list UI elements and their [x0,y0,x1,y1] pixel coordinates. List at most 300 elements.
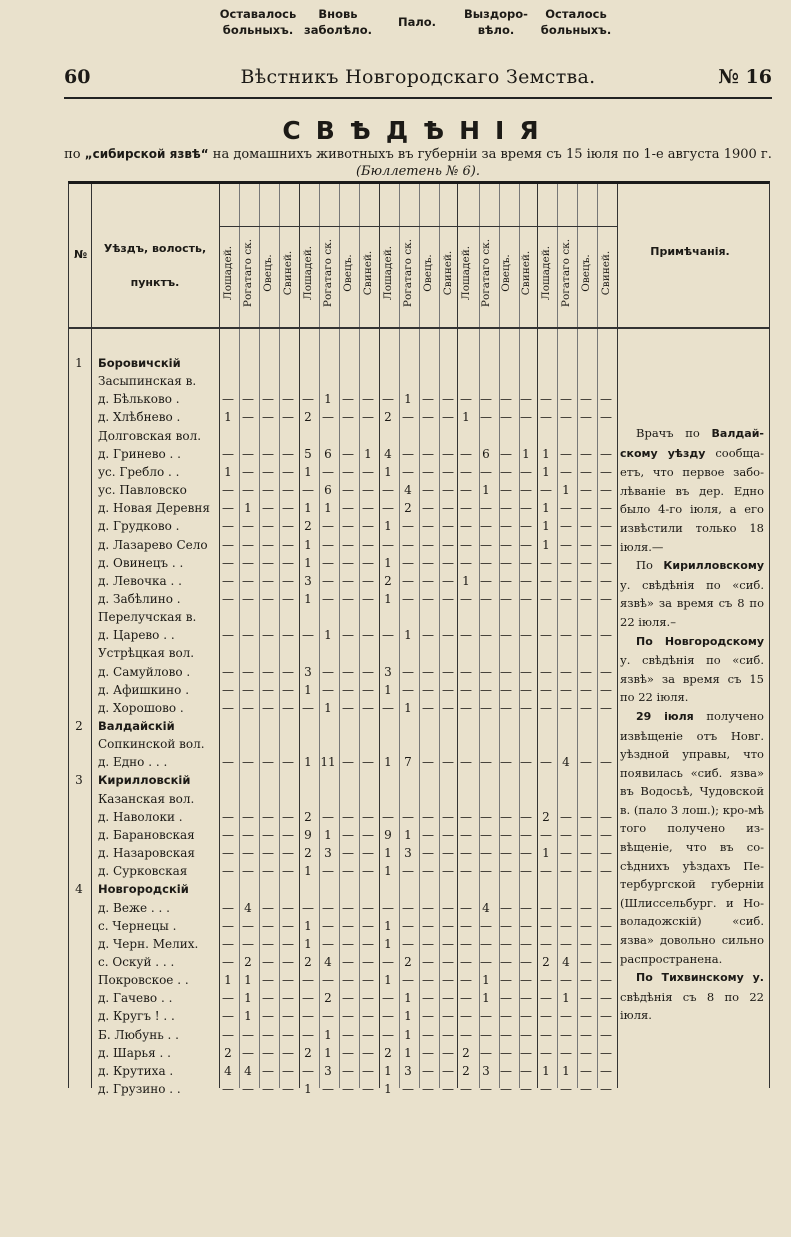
table-cell: — [460,664,472,679]
table-cell: 4 [404,483,412,498]
table-cell: — [362,1045,374,1060]
table-cell: — [442,555,454,570]
table-cell: — [442,446,454,461]
table-cell: — [362,573,374,588]
table-cell: — [322,573,334,588]
table-cell: — [460,464,472,479]
table-cell: 1 [364,446,372,461]
subcolumn-header [378,226,398,320]
table-cell: — [500,555,512,570]
table-row [68,991,616,1010]
table-cell: 1 [462,573,470,588]
table-cell: — [560,846,572,861]
table-cell: — [402,936,414,951]
table-cell: 1 [304,537,312,552]
place-name: д. Левочка . . [98,573,182,588]
table-cell: — [460,682,472,697]
table-cell: — [520,954,532,969]
table-cell: — [222,1027,234,1042]
table-cell: — [520,1027,532,1042]
table-row [68,1064,616,1083]
table-cell: — [402,446,414,461]
table-cell: 4 [244,900,252,915]
table-cell: — [600,755,612,770]
table-cell: — [282,591,294,606]
table-cell: — [262,846,274,861]
table-cell: — [560,501,572,516]
table-cell: — [442,573,454,588]
subcolumn-header [318,226,338,320]
table-cell: — [600,936,612,951]
table-cell: — [222,827,234,842]
table-cell: 1 [482,991,490,1006]
table-cell: — [422,628,434,643]
table-cell: — [222,392,234,407]
place-name: д. Грузино . . [98,1082,181,1096]
table-cell: — [460,446,472,461]
table-cell: — [442,464,454,479]
table-cell: — [362,827,374,842]
table-cell: — [222,537,234,552]
table-cell: — [342,392,354,407]
subcolumn-label: Свиней. [600,250,612,296]
table-cell: 1 [562,1063,570,1078]
table-cell: — [382,900,394,915]
table-cell: — [540,827,552,842]
table-cell: — [342,464,354,479]
table-cell: — [520,918,532,933]
table-cell: — [500,392,512,407]
table-cell: 2 [542,954,550,969]
table-cell: 1 [404,628,412,643]
table-cell: — [600,846,612,861]
table-cell: — [560,936,572,951]
table-cell: — [540,682,552,697]
table-cell: — [282,410,294,425]
table-cell: — [342,501,354,516]
table-cell: — [362,809,374,824]
table-cell: — [442,864,454,879]
table-cell: — [242,519,254,534]
table-cell: — [362,846,374,861]
table-cell: 1 [384,973,392,988]
table-cell: — [382,1027,394,1042]
table-cell: — [222,1082,234,1096]
table-cell: 1 [384,755,392,770]
table-cell: — [480,410,492,425]
table-cell: — [242,1027,254,1042]
place-name: д. Лазарево Село [98,537,208,552]
table-cell: 1 [384,1082,392,1096]
subcolumn-label: Рогатаго ск. [322,238,334,308]
subcolumn-header [516,226,536,320]
table-cell: — [402,918,414,933]
table-cell: — [222,555,234,570]
table-cell: — [302,628,314,643]
table-cell: — [222,991,234,1006]
table-cell: — [600,573,612,588]
table-cell: 1 [542,1063,550,1078]
place-name: д. Сурковская [98,864,188,879]
subcolumn-header [238,226,258,320]
table-cell: 1 [384,918,392,933]
table-cell: — [520,483,532,498]
table-cell: — [520,464,532,479]
table-cell: — [362,537,374,552]
table-cell: — [520,991,532,1006]
table-cell: — [242,1082,254,1096]
table-cell: — [460,1082,472,1096]
table-cell: 3 [384,664,392,679]
place-name: ус. Гребло . . [98,464,180,479]
table-row [68,901,616,920]
table-cell: — [402,555,414,570]
table-cell: — [600,991,612,1006]
table-cell: 1 [324,392,332,407]
table-cell: — [600,628,612,643]
table-row [68,410,616,429]
table-row [68,574,616,593]
table-cell: 1 [224,464,232,479]
table-cell: — [262,392,274,407]
table-cell: — [362,1027,374,1042]
table-row [68,792,616,811]
table-cell: — [342,918,354,933]
table-cell: — [560,519,572,534]
table-cell: 1 [542,846,550,861]
subcolumn-label: Рогатаго ск. [480,238,492,308]
table-cell: 1 [384,591,392,606]
table-cell: 1 [384,846,392,861]
table-cell: — [480,519,492,534]
table-cell: 1 [304,1082,312,1096]
table-cell: — [422,464,434,479]
table-cell: — [402,809,414,824]
group-header-4: Выздоро-вѣло. [464,7,528,37]
table-cell: — [480,1082,492,1096]
table-cell: — [422,1045,434,1060]
table-cell: — [422,1063,434,1078]
table-cell: — [460,501,472,516]
table-cell: — [442,1063,454,1078]
subcolumn-header [596,226,616,320]
table-cell: — [600,1009,612,1024]
table-cell: — [382,700,394,715]
table-row [68,1046,616,1065]
table-cell: — [262,700,274,715]
table-cell: — [322,537,334,552]
table-cell: — [600,591,612,606]
table-cell: — [442,918,454,933]
table-cell: — [362,519,374,534]
table-cell: — [282,682,294,697]
table-cell: — [282,464,294,479]
table-cell: 7 [404,755,412,770]
table-cell: — [500,973,512,988]
table-cell: — [322,936,334,951]
table-cell: — [302,1063,314,1078]
table-cell: — [262,809,274,824]
table-cell: — [560,464,572,479]
table-cell: — [362,1063,374,1078]
table-cell: — [580,864,592,879]
table-cell: — [362,410,374,425]
subcolumn-label: Рогатаго ск. [560,238,572,308]
table-cell: — [500,900,512,915]
table-cell: — [342,991,354,1006]
table-row [68,628,616,647]
table-cell: — [422,1009,434,1024]
table-cell: 1 [542,464,550,479]
table-row [68,356,616,375]
table-cell: — [460,555,472,570]
table-row [68,592,616,611]
table-cell: — [362,464,374,479]
table-cell: — [262,918,274,933]
column-header-number: № [74,248,88,261]
table-cell: — [422,519,434,534]
table-cell: 2 [384,573,392,588]
table-cell: — [560,1045,572,1060]
table-cell: 1 [404,1027,412,1042]
table-cell: — [242,392,254,407]
table-cell: — [480,864,492,879]
table-cell: 1 [404,1009,412,1024]
table-cell: 1 [324,628,332,643]
table-cell: — [580,501,592,516]
table-cell: — [600,827,612,842]
table-cell: — [480,936,492,951]
place-name: д. Забѣлино . [98,591,181,606]
table-cell: — [480,392,492,407]
table-cell: 2 [462,1063,470,1078]
table-cell: — [600,410,612,425]
table-cell: — [402,682,414,697]
table-cell: — [560,591,572,606]
table-cell: — [322,900,334,915]
table-cell: — [540,664,552,679]
table-cell: 2 [404,501,412,516]
table-row [68,1009,616,1028]
table-cell: — [442,991,454,1006]
table-cell: — [282,918,294,933]
table-cell: — [480,537,492,552]
table-cell: — [540,1009,552,1024]
table-cell: — [262,954,274,969]
table-cell: — [422,682,434,697]
table-cell: — [500,591,512,606]
subcolumn-label: Лошадей. [222,245,234,301]
table-cell: — [520,864,532,879]
table-cell: — [322,682,334,697]
table-cell: — [262,1045,274,1060]
table-cell: — [500,1082,512,1096]
table-cell: — [362,628,374,643]
table-cell: — [242,464,254,479]
subcolumn-header [278,226,298,320]
table-cell: — [362,991,374,1006]
table-cell: — [460,628,472,643]
table-cell: — [442,682,454,697]
table-row [68,755,616,774]
table-cell: — [402,519,414,534]
table-cell: — [222,1009,234,1024]
table-cell: 1 [304,591,312,606]
table-cell: — [282,501,294,516]
table-cell: — [580,682,592,697]
subcolumn-header [496,226,516,320]
table-cell: — [342,591,354,606]
subcolumn-label: Овецъ. [500,254,512,292]
table-cell: — [342,446,354,461]
table-cell: — [342,410,354,425]
table-cell: — [262,464,274,479]
table-cell: — [302,973,314,988]
table-cell: — [282,991,294,1006]
table-cell: 4 [224,1063,232,1078]
table-cell: — [480,918,492,933]
table-cell: — [342,664,354,679]
table-cell: — [262,573,274,588]
table-cell: — [282,700,294,715]
table-cell: — [580,809,592,824]
table-cell: 1 [384,1063,392,1078]
table-cell: — [242,682,254,697]
bulletin-label: (Бюллетень № 6). [355,164,481,179]
table-cell: — [560,900,572,915]
table-cell: — [520,1082,532,1096]
table-cell: 1 [244,501,252,516]
table-cell: — [520,900,532,915]
table-row [68,465,616,484]
table-cell: — [480,664,492,679]
table-cell: — [262,591,274,606]
table-cell: — [422,537,434,552]
table-cell: 2 [304,519,312,534]
table-row [68,392,616,411]
table-cell: — [262,1082,274,1096]
table-cell: — [480,1027,492,1042]
table-cell: — [520,1063,532,1078]
place-name: Устрѣцкая вол. [98,646,195,661]
table-cell: — [580,446,592,461]
place-name: Перелучская в. [98,610,197,625]
group-header-5: Осталось больныхъ. [540,7,612,37]
page-number: 60 [64,66,91,88]
table-cell: — [222,918,234,933]
table-cell: — [580,827,592,842]
table-cell: — [520,573,532,588]
table-cell: — [402,464,414,479]
table-cell: — [422,555,434,570]
table-cell: 2 [244,954,252,969]
table-cell: — [222,846,234,861]
table-cell: — [560,1027,572,1042]
table-cell: — [580,483,592,498]
table-cell: — [480,555,492,570]
table-cell: — [560,537,572,552]
table-cell: — [262,755,274,770]
table-cell: — [600,864,612,879]
table-cell: 2 [304,809,312,824]
subcolumn-label: Лошадей. [302,245,314,301]
table-cell: — [442,1045,454,1060]
table-cell: — [422,954,434,969]
table-cell: — [520,519,532,534]
table-cell: — [422,864,434,879]
table-cell: — [282,864,294,879]
table-cell: — [460,900,472,915]
table-row [68,701,616,720]
row-number: 2 [75,719,83,733]
table-cell: 1 [304,682,312,697]
table-cell: — [460,918,472,933]
table-cell: — [442,973,454,988]
place-name: д. Барановская [98,827,195,842]
table-cell: — [540,410,552,425]
table-cell: — [282,1063,294,1078]
subcolumn-header [398,226,418,320]
table-cell: — [362,591,374,606]
table-cell: — [362,392,374,407]
table-cell: — [362,973,374,988]
table-cell: — [560,410,572,425]
table-cell: — [460,827,472,842]
table-cell: — [480,1045,492,1060]
table-cell: — [262,483,274,498]
table-cell: — [242,555,254,570]
table-cell: 3 [482,1063,490,1078]
table-cell: — [520,973,532,988]
table-cell: — [500,519,512,534]
table-cell: — [262,827,274,842]
place-name: д. Крутиха . [98,1063,174,1078]
table-cell: — [282,846,294,861]
table-cell: — [282,664,294,679]
subcolumn-header [438,226,458,320]
table-cell: — [322,1009,334,1024]
table-cell: — [362,755,374,770]
table-cell: — [580,519,592,534]
table-cell: — [500,410,512,425]
table-cell: 1 [462,410,470,425]
subcolumn-header [258,226,278,320]
table-cell: — [282,555,294,570]
table-cell: — [580,900,592,915]
table-cell: — [282,954,294,969]
table-cell: 1 [404,1045,412,1060]
table-cell: 1 [324,1045,332,1060]
table-cell: — [560,809,572,824]
table-cell: — [422,664,434,679]
table-cell: — [282,446,294,461]
table-cell: — [322,973,334,988]
table-cell: — [580,392,592,407]
table-cell: — [322,410,334,425]
table-cell: — [540,991,552,1006]
table-cell: — [520,410,532,425]
row-number: 4 [75,882,83,897]
table-cell: — [282,1027,294,1042]
subcolumn-label: Свиней. [520,250,532,296]
table-cell: — [560,682,572,697]
table-cell: — [520,936,532,951]
table-cell: — [520,755,532,770]
place-name: Долговская вол. [98,428,202,443]
table-cell: — [402,973,414,988]
note-july-29: 29 іюля получено извѣщеніе отъ Новг. уѣздной управы, что появилась «сиб. язва» въ Водосьѣ, Чудовской в. (пало 3 лош.); кро-мѣ того получено из-вѣщеніе, что въ со-сѣднихъ уѣздахъ Пе-тербургской губерніи (Шлиссельбург. и Но-воладожскій) «сиб. язва» довольно сильно распространена. [620,708,764,966]
table-cell: — [540,392,552,407]
